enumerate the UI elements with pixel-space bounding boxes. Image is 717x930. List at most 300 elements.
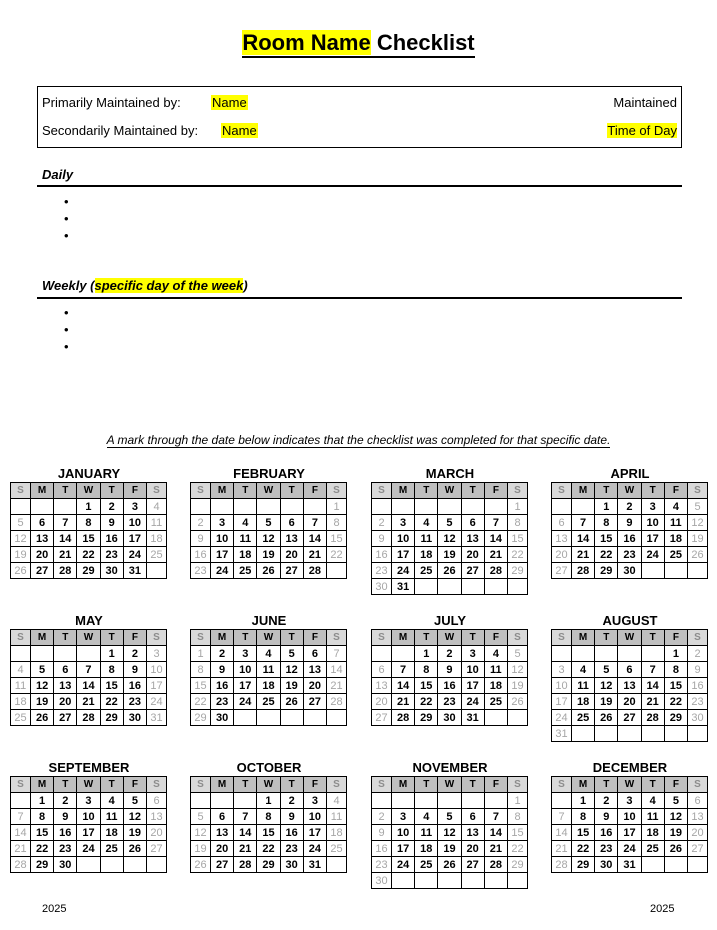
day-cell[interactable]: 2 (595, 793, 618, 809)
day-cell[interactable]: 22 (572, 841, 595, 857)
day-cell[interactable]: 25 (11, 710, 31, 726)
day-cell[interactable]: 11 (147, 515, 167, 531)
day-cell[interactable]: 17 (211, 547, 234, 563)
day-cell[interactable]: 2 (372, 515, 392, 531)
day-cell[interactable]: 22 (191, 694, 211, 710)
day-cell[interactable]: 15 (572, 825, 595, 841)
day-cell[interactable]: 25 (415, 563, 438, 579)
day-cell[interactable]: 15 (31, 825, 54, 841)
day-cell[interactable]: 29 (191, 710, 211, 726)
day-cell[interactable]: 27 (31, 563, 54, 579)
day-cell[interactable]: 12 (508, 662, 528, 678)
day-cell[interactable]: 26 (257, 563, 280, 579)
day-cell[interactable]: 3 (618, 793, 641, 809)
day-cell[interactable]: 4 (664, 499, 687, 515)
day-cell[interactable]: 24 (392, 857, 415, 873)
day-cell[interactable]: 7 (552, 809, 572, 825)
day-cell[interactable]: 16 (372, 841, 392, 857)
day-cell[interactable]: 15 (595, 531, 618, 547)
day-cell[interactable]: 11 (100, 809, 123, 825)
day-cell[interactable]: 24 (123, 547, 146, 563)
day-cell[interactable]: 23 (438, 694, 461, 710)
day-cell[interactable]: 31 (552, 726, 572, 742)
day-cell[interactable]: 5 (31, 662, 54, 678)
day-cell[interactable]: 15 (191, 678, 211, 694)
day-cell[interactable]: 14 (11, 825, 31, 841)
day-cell[interactable]: 13 (461, 531, 484, 547)
day-cell[interactable]: 23 (372, 857, 392, 873)
day-cell[interactable]: 4 (257, 646, 280, 662)
day-cell[interactable]: 10 (461, 662, 484, 678)
day-cell[interactable]: 6 (688, 793, 708, 809)
day-cell[interactable]: 7 (77, 662, 100, 678)
day-cell[interactable]: 14 (54, 531, 77, 547)
day-cell[interactable]: 5 (664, 793, 687, 809)
day-cell[interactable]: 31 (618, 857, 641, 873)
day-cell[interactable]: 30 (372, 873, 392, 889)
day-cell[interactable]: 13 (280, 531, 303, 547)
day-cell[interactable]: 18 (664, 531, 687, 547)
day-cell[interactable]: 10 (147, 662, 167, 678)
day-cell[interactable]: 9 (438, 662, 461, 678)
day-cell[interactable]: 23 (191, 563, 211, 579)
day-cell[interactable]: 2 (618, 499, 641, 515)
day-cell[interactable]: 2 (123, 646, 146, 662)
day-cell[interactable]: 21 (303, 547, 326, 563)
day-cell[interactable]: 2 (372, 809, 392, 825)
day-cell[interactable]: 30 (688, 710, 708, 726)
day-cell[interactable]: 20 (54, 694, 77, 710)
day-cell[interactable]: 11 (484, 662, 507, 678)
day-cell[interactable]: 27 (552, 563, 572, 579)
day-cell[interactable]: 25 (572, 710, 595, 726)
day-cell[interactable]: 22 (327, 547, 347, 563)
day-cell[interactable]: 10 (123, 515, 146, 531)
day-cell[interactable]: 12 (688, 515, 708, 531)
day-cell[interactable]: 21 (54, 547, 77, 563)
primary-value[interactable]: Name (212, 95, 247, 110)
day-cell[interactable]: 13 (372, 678, 392, 694)
day-cell[interactable]: 25 (257, 694, 280, 710)
day-cell[interactable]: 20 (552, 547, 572, 563)
day-cell[interactable]: 15 (415, 678, 438, 694)
day-cell[interactable]: 12 (257, 531, 280, 547)
day-cell[interactable]: 25 (641, 841, 664, 857)
day-cell[interactable]: 5 (11, 515, 31, 531)
day-cell[interactable]: 17 (461, 678, 484, 694)
day-cell[interactable]: 19 (191, 841, 211, 857)
day-cell[interactable]: 2 (688, 646, 708, 662)
day-cell[interactable]: 30 (100, 563, 123, 579)
day-cell[interactable]: 12 (11, 531, 31, 547)
day-cell[interactable]: 5 (688, 499, 708, 515)
day-cell[interactable]: 2 (100, 499, 123, 515)
day-cell[interactable]: 26 (11, 563, 31, 579)
day-cell[interactable]: 24 (234, 694, 257, 710)
day-cell[interactable]: 12 (123, 809, 146, 825)
day-cell[interactable]: 13 (688, 809, 708, 825)
day-cell[interactable]: 14 (552, 825, 572, 841)
day-cell[interactable]: 2 (280, 793, 303, 809)
day-cell[interactable]: 19 (688, 531, 708, 547)
day-cell[interactable]: 19 (280, 678, 303, 694)
day-cell[interactable]: 15 (508, 825, 528, 841)
day-cell[interactable]: 23 (688, 694, 708, 710)
day-cell[interactable]: 7 (11, 809, 31, 825)
day-cell[interactable]: 1 (415, 646, 438, 662)
day-cell[interactable]: 9 (372, 825, 392, 841)
day-cell[interactable]: 7 (392, 662, 415, 678)
day-cell[interactable]: 4 (415, 515, 438, 531)
day-cell[interactable]: 31 (461, 710, 484, 726)
day-cell[interactable]: 20 (372, 694, 392, 710)
day-cell[interactable]: 3 (303, 793, 326, 809)
day-cell[interactable]: 4 (415, 809, 438, 825)
day-cell[interactable]: 8 (257, 809, 280, 825)
day-cell[interactable]: 24 (552, 710, 572, 726)
day-cell[interactable]: 6 (552, 515, 572, 531)
day-cell[interactable]: 8 (508, 809, 528, 825)
day-cell[interactable]: 9 (280, 809, 303, 825)
day-cell[interactable]: 12 (280, 662, 303, 678)
day-cell[interactable]: 20 (211, 841, 234, 857)
day-cell[interactable]: 8 (100, 662, 123, 678)
day-cell[interactable]: 3 (392, 515, 415, 531)
day-cell[interactable]: 22 (100, 694, 123, 710)
day-cell[interactable]: 17 (147, 678, 167, 694)
day-cell[interactable]: 4 (641, 793, 664, 809)
day-cell[interactable]: 9 (688, 662, 708, 678)
day-cell[interactable]: 27 (688, 841, 708, 857)
day-cell[interactable]: 1 (508, 499, 528, 515)
day-cell[interactable]: 26 (31, 710, 54, 726)
day-cell[interactable]: 6 (31, 515, 54, 531)
day-cell[interactable]: 20 (303, 678, 326, 694)
day-cell[interactable]: 23 (100, 547, 123, 563)
day-cell[interactable]: 23 (123, 694, 146, 710)
day-cell[interactable]: 19 (438, 547, 461, 563)
day-cell[interactable]: 28 (641, 710, 664, 726)
day-cell[interactable]: 14 (484, 825, 507, 841)
day-cell[interactable]: 21 (234, 841, 257, 857)
day-cell[interactable]: 16 (211, 678, 234, 694)
day-cell[interactable]: 20 (280, 547, 303, 563)
day-cell[interactable]: 31 (123, 563, 146, 579)
day-cell[interactable]: 3 (461, 646, 484, 662)
day-cell[interactable]: 28 (54, 563, 77, 579)
day-cell[interactable]: 28 (234, 857, 257, 873)
day-cell[interactable]: 21 (572, 547, 595, 563)
day-cell[interactable]: 9 (211, 662, 234, 678)
day-cell[interactable]: 22 (31, 841, 54, 857)
day-cell[interactable]: 19 (257, 547, 280, 563)
day-cell[interactable]: 22 (595, 547, 618, 563)
day-cell[interactable]: 27 (372, 710, 392, 726)
day-cell[interactable]: 18 (415, 547, 438, 563)
day-cell[interactable]: 9 (191, 531, 211, 547)
day-cell[interactable]: 24 (147, 694, 167, 710)
day-cell[interactable]: 29 (257, 857, 280, 873)
day-cell[interactable]: 16 (123, 678, 146, 694)
day-cell[interactable]: 13 (618, 678, 641, 694)
day-cell[interactable]: 5 (280, 646, 303, 662)
day-cell[interactable]: 6 (211, 809, 234, 825)
day-cell[interactable]: 28 (303, 563, 326, 579)
day-cell[interactable]: 11 (572, 678, 595, 694)
day-cell[interactable]: 16 (595, 825, 618, 841)
day-cell[interactable]: 25 (327, 841, 347, 857)
day-cell[interactable]: 1 (191, 646, 211, 662)
day-cell[interactable]: 14 (641, 678, 664, 694)
day-cell[interactable]: 22 (415, 694, 438, 710)
day-cell[interactable]: 26 (438, 563, 461, 579)
day-cell[interactable]: 28 (327, 694, 347, 710)
day-cell[interactable]: 29 (31, 857, 54, 873)
day-cell[interactable]: 22 (257, 841, 280, 857)
day-cell[interactable]: 23 (372, 563, 392, 579)
day-cell[interactable]: 30 (280, 857, 303, 873)
day-cell[interactable]: 21 (11, 841, 31, 857)
day-cell[interactable]: 8 (415, 662, 438, 678)
day-cell[interactable]: 16 (688, 678, 708, 694)
day-cell[interactable]: 20 (461, 841, 484, 857)
day-cell[interactable]: 5 (123, 793, 146, 809)
day-cell[interactable]: 20 (31, 547, 54, 563)
day-cell[interactable]: 1 (572, 793, 595, 809)
day-cell[interactable]: 11 (664, 515, 687, 531)
day-cell[interactable]: 22 (508, 547, 528, 563)
day-cell[interactable]: 28 (392, 710, 415, 726)
day-cell[interactable]: 23 (595, 841, 618, 857)
day-cell[interactable]: 7 (234, 809, 257, 825)
day-cell[interactable]: 4 (327, 793, 347, 809)
day-cell[interactable]: 21 (641, 694, 664, 710)
day-cell[interactable]: 25 (100, 841, 123, 857)
day-cell[interactable]: 10 (303, 809, 326, 825)
day-cell[interactable]: 14 (484, 531, 507, 547)
day-cell[interactable]: 6 (280, 515, 303, 531)
day-cell[interactable]: 7 (54, 515, 77, 531)
day-cell[interactable]: 25 (147, 547, 167, 563)
day-cell[interactable]: 19 (123, 825, 146, 841)
day-cell[interactable]: 21 (77, 694, 100, 710)
day-cell[interactable]: 25 (415, 857, 438, 873)
day-cell[interactable]: 18 (100, 825, 123, 841)
day-cell[interactable]: 15 (327, 531, 347, 547)
day-cell[interactable]: 30 (618, 563, 641, 579)
day-cell[interactable]: 16 (191, 547, 211, 563)
day-cell[interactable]: 16 (438, 678, 461, 694)
day-cell[interactable]: 29 (595, 563, 618, 579)
day-cell[interactable]: 29 (664, 710, 687, 726)
day-cell[interactable]: 23 (211, 694, 234, 710)
day-cell[interactable]: 16 (618, 531, 641, 547)
day-cell[interactable]: 4 (484, 646, 507, 662)
day-cell[interactable]: 4 (11, 662, 31, 678)
day-cell[interactable]: 10 (618, 809, 641, 825)
day-cell[interactable]: 14 (392, 678, 415, 694)
day-cell[interactable]: 31 (392, 579, 415, 595)
day-cell[interactable]: 17 (392, 841, 415, 857)
day-cell[interactable]: 30 (54, 857, 77, 873)
day-cell[interactable]: 3 (552, 662, 572, 678)
day-cell[interactable]: 28 (11, 857, 31, 873)
day-cell[interactable]: 4 (572, 662, 595, 678)
day-cell[interactable]: 6 (461, 515, 484, 531)
day-cell[interactable]: 11 (415, 825, 438, 841)
day-cell[interactable]: 1 (508, 793, 528, 809)
day-cell[interactable]: 18 (257, 678, 280, 694)
day-cell[interactable]: 1 (664, 646, 687, 662)
day-cell[interactable]: 3 (211, 515, 234, 531)
day-cell[interactable]: 30 (372, 579, 392, 595)
day-cell[interactable]: 19 (438, 841, 461, 857)
day-cell[interactable]: 28 (484, 857, 507, 873)
day-cell[interactable]: 18 (415, 841, 438, 857)
day-cell[interactable]: 2 (54, 793, 77, 809)
day-cell[interactable]: 6 (147, 793, 167, 809)
day-cell[interactable]: 3 (234, 646, 257, 662)
day-cell[interactable]: 27 (461, 857, 484, 873)
day-cell[interactable]: 30 (595, 857, 618, 873)
day-cell[interactable]: 8 (508, 515, 528, 531)
day-cell[interactable]: 29 (508, 563, 528, 579)
day-cell[interactable]: 7 (484, 809, 507, 825)
day-cell[interactable]: 19 (664, 825, 687, 841)
day-cell[interactable]: 6 (303, 646, 326, 662)
day-cell[interactable]: 1 (31, 793, 54, 809)
day-cell[interactable]: 7 (484, 515, 507, 531)
day-cell[interactable]: 5 (508, 646, 528, 662)
day-cell[interactable]: 5 (438, 809, 461, 825)
day-cell[interactable]: 19 (31, 694, 54, 710)
day-cell[interactable]: 26 (280, 694, 303, 710)
day-cell[interactable]: 17 (552, 694, 572, 710)
day-cell[interactable]: 14 (572, 531, 595, 547)
day-cell[interactable]: 14 (303, 531, 326, 547)
day-cell[interactable]: 9 (123, 662, 146, 678)
day-cell[interactable]: 9 (618, 515, 641, 531)
day-cell[interactable]: 27 (618, 710, 641, 726)
day-cell[interactable]: 2 (211, 646, 234, 662)
day-cell[interactable]: 17 (392, 547, 415, 563)
day-cell[interactable]: 7 (327, 646, 347, 662)
day-cell[interactable]: 17 (641, 531, 664, 547)
day-cell[interactable]: 19 (595, 694, 618, 710)
day-cell[interactable]: 11 (234, 531, 257, 547)
day-cell[interactable]: 15 (257, 825, 280, 841)
day-cell[interactable]: 8 (31, 809, 54, 825)
day-cell[interactable]: 27 (147, 841, 167, 857)
day-cell[interactable]: 10 (77, 809, 100, 825)
day-cell[interactable]: 6 (618, 662, 641, 678)
day-cell[interactable]: 10 (552, 678, 572, 694)
day-cell[interactable]: 24 (461, 694, 484, 710)
day-cell[interactable]: 8 (572, 809, 595, 825)
day-cell[interactable]: 20 (688, 825, 708, 841)
day-cell[interactable]: 24 (392, 563, 415, 579)
day-cell[interactable]: 24 (303, 841, 326, 857)
day-cell[interactable]: 6 (54, 662, 77, 678)
day-cell[interactable]: 29 (508, 857, 528, 873)
day-cell[interactable]: 12 (438, 531, 461, 547)
day-cell[interactable]: 3 (123, 499, 146, 515)
day-cell[interactable]: 2 (438, 646, 461, 662)
day-cell[interactable]: 20 (461, 547, 484, 563)
day-cell[interactable]: 29 (100, 710, 123, 726)
day-cell[interactable]: 8 (77, 515, 100, 531)
day-cell[interactable]: 10 (392, 531, 415, 547)
day-cell[interactable]: 11 (11, 678, 31, 694)
day-cell[interactable]: 23 (280, 841, 303, 857)
day-cell[interactable]: 5 (257, 515, 280, 531)
day-cell[interactable]: 5 (438, 515, 461, 531)
day-cell[interactable]: 1 (257, 793, 280, 809)
day-cell[interactable]: 17 (123, 531, 146, 547)
day-cell[interactable]: 14 (327, 662, 347, 678)
day-cell[interactable]: 21 (484, 547, 507, 563)
day-cell[interactable]: 21 (392, 694, 415, 710)
day-cell[interactable]: 3 (147, 646, 167, 662)
day-cell[interactable]: 15 (664, 678, 687, 694)
day-cell[interactable]: 17 (303, 825, 326, 841)
day-cell[interactable]: 30 (123, 710, 146, 726)
day-cell[interactable]: 1 (595, 499, 618, 515)
day-cell[interactable]: 26 (508, 694, 528, 710)
day-cell[interactable]: 12 (664, 809, 687, 825)
day-cell[interactable]: 25 (664, 547, 687, 563)
day-cell[interactable]: 2 (191, 515, 211, 531)
day-cell[interactable]: 9 (54, 809, 77, 825)
day-cell[interactable]: 7 (303, 515, 326, 531)
day-cell[interactable]: 12 (31, 678, 54, 694)
day-cell[interactable]: 1 (100, 646, 123, 662)
day-cell[interactable]: 8 (327, 515, 347, 531)
day-cell[interactable]: 18 (234, 547, 257, 563)
time-of-day-value[interactable]: Time of Day (607, 123, 677, 138)
day-cell[interactable]: 14 (77, 678, 100, 694)
day-cell[interactable]: 5 (595, 662, 618, 678)
day-cell[interactable]: 15 (100, 678, 123, 694)
day-cell[interactable]: 8 (191, 662, 211, 678)
day-cell[interactable]: 11 (641, 809, 664, 825)
day-cell[interactable]: 13 (552, 531, 572, 547)
day-cell[interactable]: 13 (147, 809, 167, 825)
day-cell[interactable]: 6 (461, 809, 484, 825)
day-cell[interactable]: 24 (77, 841, 100, 857)
day-cell[interactable]: 3 (641, 499, 664, 515)
day-cell[interactable]: 29 (572, 857, 595, 873)
day-cell[interactable]: 25 (234, 563, 257, 579)
day-cell[interactable]: 24 (211, 563, 234, 579)
day-cell[interactable]: 17 (77, 825, 100, 841)
day-cell[interactable]: 27 (54, 710, 77, 726)
day-cell[interactable]: 17 (234, 678, 257, 694)
day-cell[interactable]: 16 (100, 531, 123, 547)
day-cell[interactable]: 27 (280, 563, 303, 579)
day-cell[interactable]: 11 (327, 809, 347, 825)
day-cell[interactable]: 28 (77, 710, 100, 726)
day-cell[interactable]: 8 (595, 515, 618, 531)
day-cell[interactable]: 18 (641, 825, 664, 841)
day-cell[interactable]: 18 (327, 825, 347, 841)
day-cell[interactable]: 4 (100, 793, 123, 809)
day-cell[interactable]: 16 (280, 825, 303, 841)
day-cell[interactable]: 12 (191, 825, 211, 841)
day-cell[interactable]: 19 (508, 678, 528, 694)
day-cell[interactable]: 12 (595, 678, 618, 694)
day-cell[interactable]: 1 (77, 499, 100, 515)
